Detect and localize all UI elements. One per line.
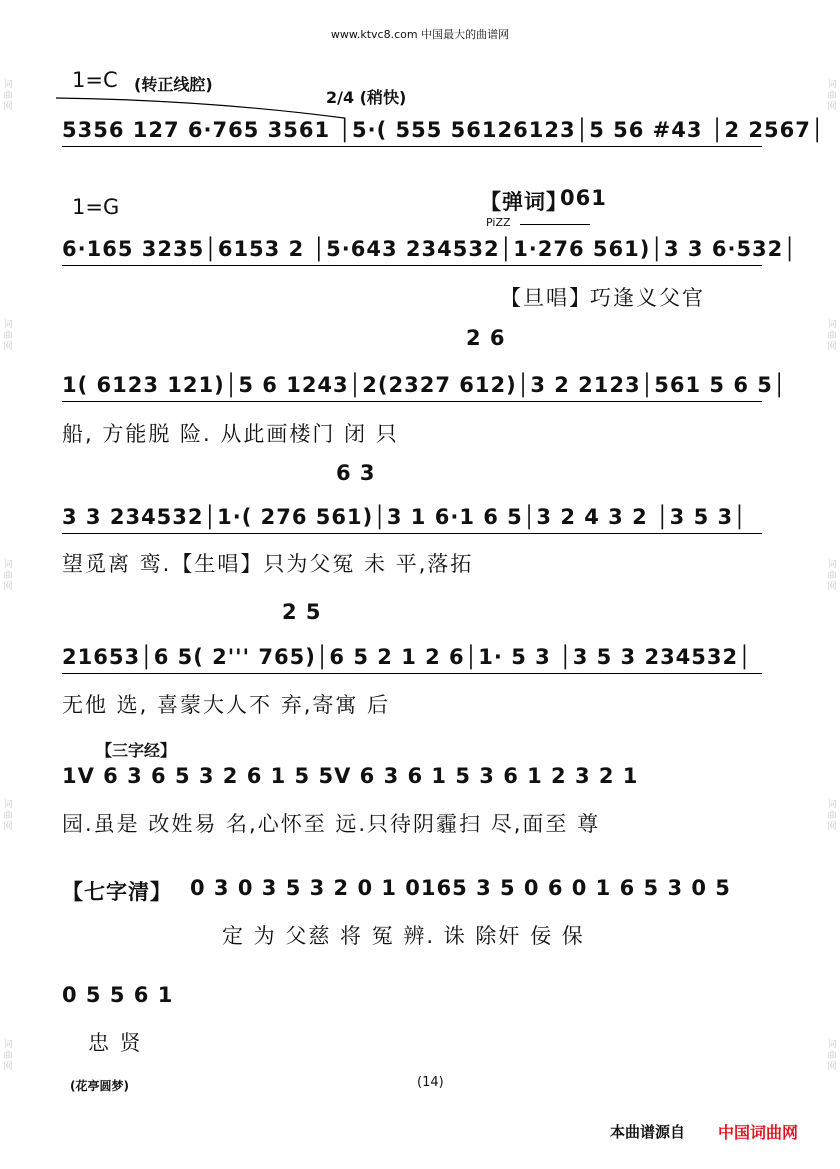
tanci-label: 【弹词】 [480,190,568,214]
lyric-row-4: 望觅离 鸾.【生唱】只为父冤 未 平,落拓 [62,552,474,576]
score-title: (花亭圆梦) [70,1079,129,1093]
watermark-left: 词 曲 网 [3,320,13,352]
notation-row-1: 5356 127 6·765 3561 │5·( 555 56126123│5 56 #43 │2 2567│ [62,118,825,142]
beam-line [62,146,762,147]
watermark-right: 词 曲 网 [827,80,837,112]
lyric-row-2: 巧逢义父官 [590,286,705,310]
notation-row-6: 1V 6 3 6 5 3 2 6 1 5 5V 6 3 6 1 5 3 6 1 2 3 2 1 [62,764,639,788]
watermark-left: 词 曲 网 [3,560,13,592]
pre-notes-row-4: 6 3 [336,461,376,485]
watermark-right: 词 曲 网 [827,560,837,592]
site-header: www.ktvc8.com 中国最大的曲谱网 [330,28,510,41]
source-label: 本曲谱源自 [610,1123,686,1141]
notation-row-7: 0 3 0 3 5 3 2 0 1 0165 3 5 0 6 0 1 6 5 3 0 5 [190,876,731,900]
pre-notes-row-5: 2 5 [282,600,322,624]
notation-row-2: 6·165 3235│6153 2 │5·643 234532│1·276 561)│3 3 6·532│ [62,237,797,261]
pizz-line [520,224,590,225]
notation-row-3: 1( 6123 121)│5 6 1243│2(2327 612)│3 2 2123│561 5 6 5│ [62,373,787,397]
lyric-row-3: 船, 方能脱 险. 从此画楼门 闭 只 [62,422,399,446]
watermark-right: 词 曲 网 [827,1040,837,1072]
watermark-right: 词 曲 网 [827,800,837,832]
watermark-left: 词 曲 网 [3,80,13,112]
key-signature-c: 1=C [72,68,118,92]
lyric-row-5: 无他 选, 喜蒙大人不 弃,寄寓 后 [62,693,391,717]
pre-notes-row-2: 061 [560,186,607,210]
danchang-label: 【旦唱】 [500,286,592,310]
notation-row-5: 21653│6 5( 2''' 765)│6 5 2 1 2 6│1· 5 3 │3 5 3 234532│ [62,645,752,669]
tempo-marking: 2/4 (稍快) [326,88,407,107]
lyric-row-7: 定 为 父慈 将 冤 辨. 诛 除奸 佞 保 [222,924,585,948]
lyric-row-8: 忠 贤 [88,1031,143,1055]
watermark-left: 词 曲 网 [3,1040,13,1072]
beam-line [62,533,762,534]
tempo-slur [56,96,346,120]
sanzijing-label: 【三字经】 [96,741,177,760]
watermark-left: 词 曲 网 [3,800,13,832]
pizzicato-mark: PiZZ [486,216,511,229]
lyric-row-6: 园.虽是 改姓易 名,心怀至 远.只待阴霾扫 尽,面至 尊 [62,812,601,836]
beam-line [62,673,762,674]
notation-row-4: 3 3 234532│1·( 276 561)│3 1 6·1 6 5│3 2 4 3 2 │3 5 3│ [62,505,747,529]
brand-link[interactable]: 中国词曲网 [718,1123,799,1142]
pre-notes-row-3: 2 6 [466,326,506,350]
qiziqing-label: 【七字清】 [62,880,172,904]
page-number: (14) [417,1075,444,1090]
notation-row-8: 0 5 5 6 1 [62,983,174,1007]
performance-note: (转正线腔) [134,75,213,94]
beam-line [62,401,762,402]
beam-line [62,265,762,266]
watermark-right: 词 曲 网 [827,320,837,352]
key-signature-g: 1=G [72,195,120,219]
